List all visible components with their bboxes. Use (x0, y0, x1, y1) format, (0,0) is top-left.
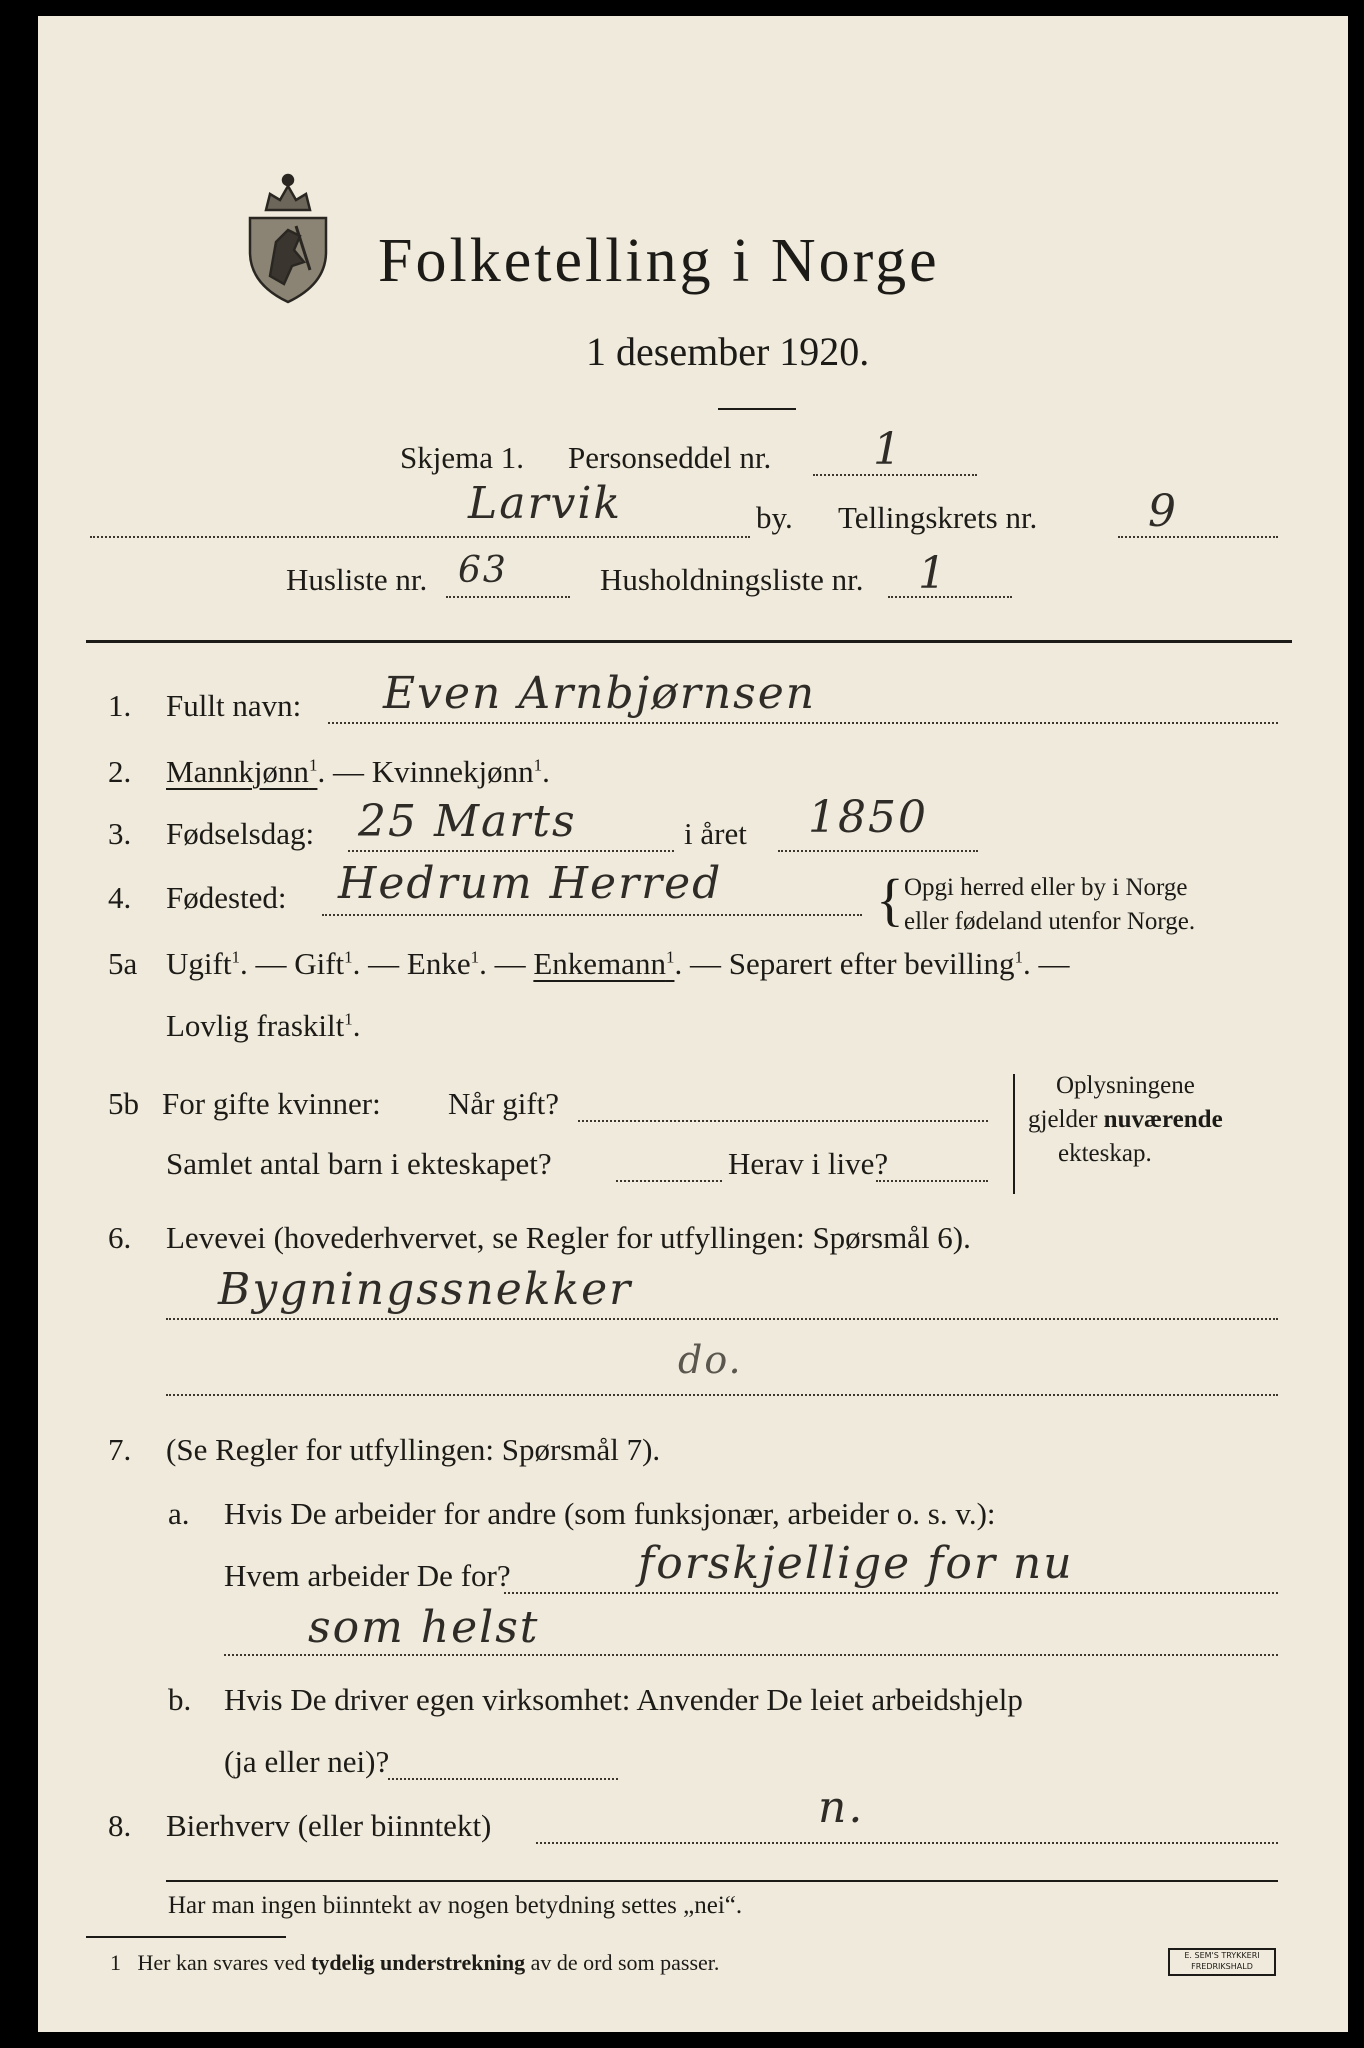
q5b-gift-line (578, 1120, 988, 1122)
q5b-label: For gifte kvinner: (162, 1086, 381, 1121)
q4-note-line1: Opgi herred eller by i Norge (904, 874, 1188, 901)
printer-stamp: E. SEM'S TRYKKERI FREDRIKSHALD (1168, 1948, 1276, 1976)
q5b-note-line3: ekteskap. (1058, 1140, 1152, 1167)
q8-line (536, 1842, 1278, 1844)
husholdning-line (888, 596, 1012, 598)
q7a-question: Hvem arbeider De for? (224, 1558, 511, 1593)
q5b-live-label: Herav i live? (728, 1146, 889, 1181)
q7a-text: Hvis De arbeider for andre (som funksjonær, arbeider o. s. v.): (224, 1496, 996, 1531)
q2-gender: Mannkjønn$^1$. — Kvinnekjønn$^1$. (166, 754, 550, 789)
form-title: Folketelling i Norge (378, 227, 940, 295)
title-divider (718, 408, 796, 410)
q7a-line1 (504, 1592, 1278, 1594)
tellingskrets-label: Tellingskrets nr. (838, 500, 1038, 535)
header-rule (86, 640, 1292, 643)
q8-label: Bierhverv (eller biinntekt) (166, 1808, 492, 1843)
q3-birthday-value: 25 Marts (358, 796, 577, 847)
q3-label: Fødselsdag: (166, 816, 315, 851)
q5b-number: 5b (108, 1086, 139, 1121)
q6-ditto-value: do. (678, 1338, 743, 1382)
husliste-value: 63 (458, 550, 508, 591)
q6-number: 6. (108, 1220, 132, 1255)
q5b-gift-label: Når gift? (448, 1086, 560, 1121)
q5b-barn-label: Samlet antal barn i ekteskapet? (166, 1146, 552, 1181)
norwegian-coat-of-arms-icon (236, 166, 340, 306)
q7a-letter: a. (168, 1496, 190, 1531)
footnote-rule (86, 1936, 286, 1938)
q5b-note-line1: Oplysningene (1056, 1072, 1195, 1099)
q1-label: Fullt navn: (166, 688, 302, 723)
tellingskrets-line (1118, 536, 1278, 538)
q6-label: Levevei (hovederhvervet, se Regler for utfyllingen: Spørsmål 6). (166, 1220, 971, 1255)
q4-brace: { (876, 867, 904, 932)
town-value: Larvik (468, 478, 623, 529)
q3-number: 3. (108, 816, 132, 851)
q3-year-value: 1850 (808, 792, 928, 843)
q7a-employer-value2: som helst (308, 1602, 540, 1653)
q7a-line2 (224, 1654, 1278, 1656)
husliste-line (446, 596, 570, 598)
husliste-label: Husliste nr. (286, 562, 428, 597)
q2-female: Kvinnekjønn (371, 754, 534, 789)
q8-number: 8. (108, 1808, 132, 1843)
personseddel-label: Personseddel nr. (568, 440, 772, 475)
q1-line (328, 722, 1278, 724)
q7b-question: (ja eller nei)? (224, 1744, 390, 1779)
q2-male: Mannkjønn (166, 754, 309, 789)
census-form-page (38, 16, 1348, 2032)
q7b-letter: b. (168, 1682, 192, 1717)
q3-day-line (348, 850, 674, 852)
q6-line2 (166, 1394, 1278, 1396)
q3-year-line (778, 850, 978, 852)
q4-label: Fødested: (166, 880, 287, 915)
q5a-marital-options: Ugift$^1$. — Gift$^1$. — Enke$^1$. — Enkemann$^1$. — Separert efter bevilling$^1$. — (166, 946, 1070, 981)
footer-rule (166, 1880, 1278, 1882)
footnote: 1 Her kan svares ved tydelig understrekning av de ord som passer. (110, 1950, 720, 1975)
q7b-line (388, 1778, 618, 1780)
q1-number: 1. (108, 688, 132, 723)
by-label: by. (756, 500, 793, 535)
q5a-number: 5a (108, 946, 138, 981)
q1-fullname-value: Even Arnbjørnsen (383, 668, 817, 719)
tellingskrets-value: 9 (1148, 486, 1178, 537)
q4-number: 4. (108, 880, 132, 915)
q5a-line2: Lovlig fraskilt$^1$. (166, 1008, 361, 1043)
q7a-employer-value: forskjellige for nu (638, 1538, 1074, 1589)
q6-line1 (166, 1318, 1278, 1320)
q7-label: (Se Regler for utfyllingen: Spørsmål 7). (166, 1432, 661, 1467)
q3-year-label: i året (684, 816, 747, 851)
q2-number: 2. (108, 754, 132, 789)
q6-occupation-value: Bygningssnekker (218, 1264, 633, 1315)
q8-value: n. (818, 1782, 865, 1833)
q4-note-line2: eller fødeland utenfor Norge. (904, 908, 1196, 935)
footer-note: Har man ingen biinntekt av nogen betydning settes „nei“. (168, 1892, 743, 1919)
town-line (90, 536, 750, 538)
q4-line (322, 914, 862, 916)
q5b-note-line2: gjelder nuværende (1028, 1106, 1223, 1133)
husholdning-value: 1 (918, 548, 948, 599)
census-date: 1 desember 1920. (586, 329, 870, 374)
schema-label: Skjema 1. (400, 440, 524, 475)
q5b-barn-line (616, 1180, 722, 1182)
personseddel-value: 1 (873, 424, 903, 475)
q7b-text: Hvis De driver egen virksomhet: Anvender De leiet arbeidshjelp (224, 1682, 1023, 1717)
q5b-bracket-line (1013, 1074, 1015, 1194)
q5a-enkemann-underlined: Enkemann$^1$ (533, 946, 675, 981)
husholdning-label: Husholdningsliste nr. (600, 562, 864, 597)
q4-birthplace-value: Hedrum Herred (338, 858, 723, 909)
q7-number: 7. (108, 1432, 132, 1467)
q5b-live-line (876, 1180, 988, 1182)
